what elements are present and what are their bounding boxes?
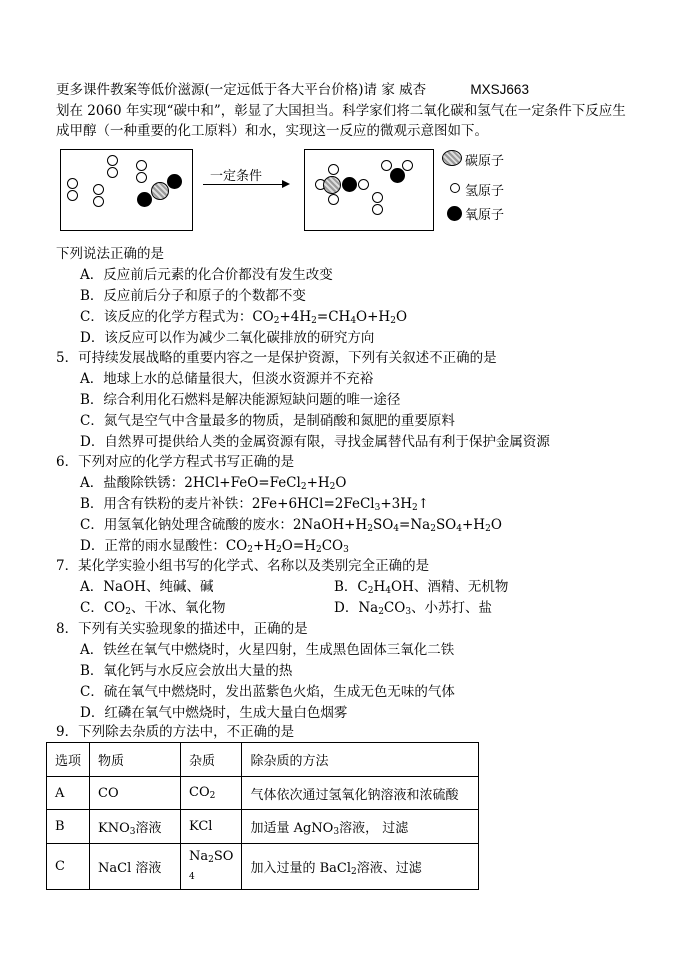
- table-header-cell: 杂质: [181, 743, 242, 777]
- hydrogen-atom: [136, 172, 147, 183]
- q7-option-c: C．$CO_2$、干冰、氧化物: [80, 600, 226, 617]
- table-cell: $KNO_3$溶液: [90, 810, 181, 844]
- table-header-cell: 除杂质的方法: [242, 743, 479, 777]
- q7-option-d: D．$Na_2CO_3$、小苏打、盐: [334, 600, 493, 617]
- q5-option-b: B．综合利用化石燃料是解决能源短缺问题的唯一途径: [80, 392, 401, 408]
- legend-carbon: 碳原子: [465, 154, 505, 169]
- legend-oxygen: 氧原子: [465, 208, 505, 223]
- intro-line-1: 划在 2060 年实现“碳中和”，彰显了大国担当。科学家们将二氧化碳和氢气在一定条件下反应生: [56, 103, 626, 119]
- hydrogen-atom: [402, 160, 413, 171]
- table-row: [47, 844, 479, 890]
- table-cell: 加入过量的 BaCl$_2$溶液、过滤: [242, 844, 479, 890]
- q4-stem: 下列说法正确的是: [56, 246, 164, 262]
- table-cell: B: [47, 810, 90, 844]
- table-cell: KCl: [181, 810, 242, 844]
- q8-stem: 8．下列有关实验现象的描述中，正确的是: [56, 621, 308, 637]
- hydrogen-atom: [67, 178, 78, 189]
- carbon-atom: [151, 182, 169, 200]
- q6-option-a: A．盐酸除铁锈：$2HCl+FeO=FeCl_2+H_2O$: [80, 475, 347, 492]
- hydrogen-atom: [136, 160, 147, 171]
- oxygen-atom: [137, 192, 152, 207]
- table-cell: $CO_2$: [181, 777, 242, 810]
- q7-stem: 7．某化学实验小组书写的化学式、名称以及类别完全正确的是: [56, 558, 430, 574]
- hydrogen-atom: [67, 190, 78, 201]
- arrow-head-icon: [282, 180, 290, 188]
- hydrogen-legend-icon: [450, 183, 460, 193]
- table-header-row: [47, 743, 479, 777]
- hydrogen-atom: [358, 179, 369, 190]
- doc-code: MXSJ663: [470, 82, 529, 97]
- hydrogen-atom: [107, 167, 118, 178]
- q6-option-b: B．用含有铁粉的麦片补铁：$2Fe+6HCl=2FeCl_3+3H_2↑$: [80, 496, 430, 513]
- hydrogen-atom: [372, 204, 383, 215]
- table-cell: 加适量 AgNO$_3$溶液， 过滤: [242, 810, 479, 844]
- oxygen-atom: [390, 168, 405, 183]
- q4-option-c: C．该反应的化学方程式为：$CO_2+4H_2=CH_4O+H_2O$: [80, 309, 408, 326]
- table-row: [47, 777, 479, 810]
- q5-stem: 5．可持续发展战略的重要内容之一是保护资源，下列有关叙述不正确的是: [56, 350, 497, 366]
- table-header-cell: 选项: [47, 743, 90, 777]
- table-cell: A: [47, 777, 90, 810]
- before-box: [60, 149, 193, 231]
- table-cell: NaCl 溶液: [90, 844, 181, 890]
- carbon-legend-icon: [442, 150, 462, 166]
- table-header-cell: 物质: [90, 743, 181, 777]
- reaction-arrow: [203, 184, 283, 185]
- q9-table: [46, 742, 479, 890]
- q6-stem: 6．下列对应的化学方程式书写正确的是: [56, 454, 295, 470]
- q6-option-d: D．正常的雨水显酸性：$CO_2+H_2O=H_2CO_3$: [80, 538, 349, 555]
- hydrogen-atom: [93, 196, 104, 207]
- table-cell: C: [47, 844, 90, 890]
- hydrogen-atom: [328, 194, 339, 205]
- q5-option-c: C．氮气是空气中含量最多的物质，是制硝酸和氮肥的重要原料: [80, 413, 455, 429]
- q4-option-a: A．反应前后元素的化合价都没有发生改变: [80, 267, 333, 283]
- hydrogen-atom: [381, 160, 392, 171]
- q8-option-b: B．氧化钙与水反应会放出大量的热: [80, 663, 293, 679]
- q8-option-d: D．红磷在氧气中燃烧时，生成大量白色烟雾: [80, 705, 348, 721]
- hydrogen-atom: [328, 164, 339, 175]
- hydrogen-atom: [107, 155, 118, 166]
- oxygen-legend-icon: [447, 206, 462, 221]
- q9-stem: 9．下列除去杂质的方法中，不正确的是: [56, 724, 295, 740]
- q7-option-b: B．$C_2H_4OH$、酒精、无机物: [334, 579, 509, 596]
- q6-option-c: C．用氢氧化钠处理含硫酸的废水：$2NaOH+H_2SO_4=Na_2SO_4+H_2O$: [80, 517, 502, 534]
- table-cell: CO: [90, 777, 181, 810]
- q5-option-a: A．地球上水的总储量很大，但淡水资源并不充裕: [80, 371, 374, 387]
- table-cell: 气体依次通过氢氧化钠溶液和浓硫酸: [242, 777, 479, 810]
- hydrogen-atom: [93, 184, 104, 195]
- watermark-line: [56, 80, 529, 100]
- q8-option-a: A．铁丝在氧气中燃烧时，火星四射，生成黑色固体三氧化二铁: [80, 642, 455, 658]
- q4-option-d: D．该反应可以作为减少二氧化碳排放的研究方向: [80, 330, 375, 346]
- q5-option-d: D．自然界可提供给人类的金属资源有限，寻找金属替代品有利于保护金属资源: [80, 434, 550, 450]
- legend-hydrogen: 氢原子: [465, 184, 505, 199]
- hydrogen-atom: [372, 192, 383, 203]
- carbon-atom: [323, 176, 341, 194]
- q4-option-b: B．反应前后分子和原子的个数都不变: [80, 288, 306, 304]
- table-row: [47, 810, 479, 844]
- intro-line-2: 成甲醇（一种重要的化工原料）和水，实现这一反应的微观示意图如下。: [56, 123, 488, 139]
- q7-option-a: A．NaOH、纯碱、碱: [80, 579, 214, 595]
- oxygen-atom: [167, 174, 182, 189]
- after-box: [304, 149, 434, 231]
- q8-option-c: C．硫在氧气中燃烧时，发出蓝紫色火焰，生成无色无味的气体: [80, 684, 455, 700]
- table-cell: $Na_2SO$ 4: [181, 844, 242, 890]
- arrow-label: 一定条件: [210, 169, 263, 184]
- oxygen-atom: [342, 177, 357, 192]
- watermark-text: 更多课件教案等低价滋源(一定远低于各大平台价格)请 家 威杏: [56, 82, 427, 98]
